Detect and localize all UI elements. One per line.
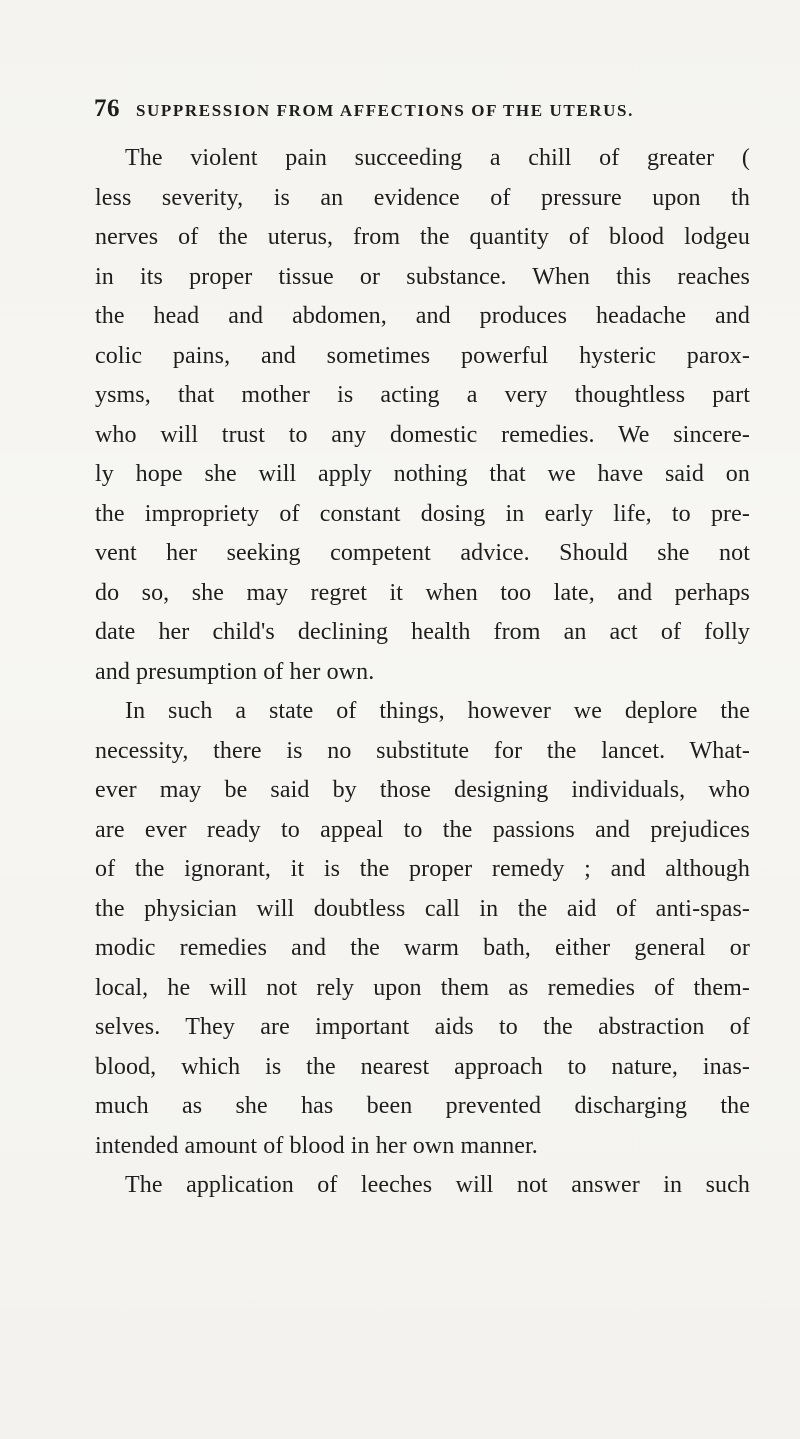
page-number: 76 bbox=[94, 95, 120, 122]
text-line: colic pains, and sometimes powerful hysteric parox- bbox=[95, 342, 750, 369]
text-line: less severity, is an evidence of pressure upon th bbox=[95, 184, 750, 211]
text-line: selves. They are important aids to the abstraction of bbox=[95, 1014, 750, 1040]
text-line: the head and abdomen, and produces headache and bbox=[95, 303, 750, 329]
body-text bbox=[95, 139, 750, 1206]
text-line: local, he will not rely upon them as remedies of them- bbox=[95, 974, 750, 1001]
text-line: ly hope she will apply nothing that we have said on bbox=[95, 461, 750, 487]
running-head bbox=[94, 95, 744, 125]
text-line: in its proper tissue or substance. When this reaches bbox=[95, 263, 750, 290]
text-line: who will trust to any domestic remedies. We sincere- bbox=[95, 421, 750, 448]
text-line: blood, which is the nearest approach to nature, inas- bbox=[95, 1053, 750, 1080]
text-line: intended amount of blood in her own manner. bbox=[95, 1132, 538, 1159]
text-line: are ever ready to appeal to the passions and prejudices bbox=[95, 816, 750, 843]
text-line: and presumption of her own. bbox=[95, 658, 375, 685]
text-line: necessity, there is no substitute for the lancet. What- bbox=[95, 737, 750, 764]
text-line: date her child's declining health from an act of folly bbox=[95, 619, 750, 645]
text-line: the impropriety of constant dosing in early life, to pre- bbox=[95, 500, 750, 527]
text-line: ever may be said by those designing individuals, who bbox=[95, 777, 750, 803]
text-line: vent her seeking competent advice. Should she not bbox=[95, 540, 750, 566]
text-line: modic remedies and the warm bath, either general or bbox=[95, 935, 750, 961]
text-line: The violent pain succeeding a chill of greater ( bbox=[125, 145, 750, 171]
text-line: In such a state of things, however we deplore the bbox=[125, 698, 750, 724]
running-title: SUPPRESSION FROM AFFECTIONS OF THE UTERUS. bbox=[136, 101, 634, 120]
text-line: The application of leeches will not answer in such bbox=[125, 1172, 750, 1198]
text-line: nerves of the uterus, from the quantity of blood lodgeu bbox=[95, 224, 750, 250]
text-line: ysms, that mother is acting a very thoughtless part bbox=[95, 382, 750, 408]
text-line: the physician will doubtless call in the aid of anti-spas- bbox=[95, 895, 750, 922]
text-line: of the ignorant, it is the proper remedy ; and although bbox=[95, 856, 750, 882]
text-line: much as she has been prevented discharging the bbox=[95, 1093, 750, 1119]
text-line: do so, she may regret it when too late, and perhaps bbox=[95, 579, 750, 606]
